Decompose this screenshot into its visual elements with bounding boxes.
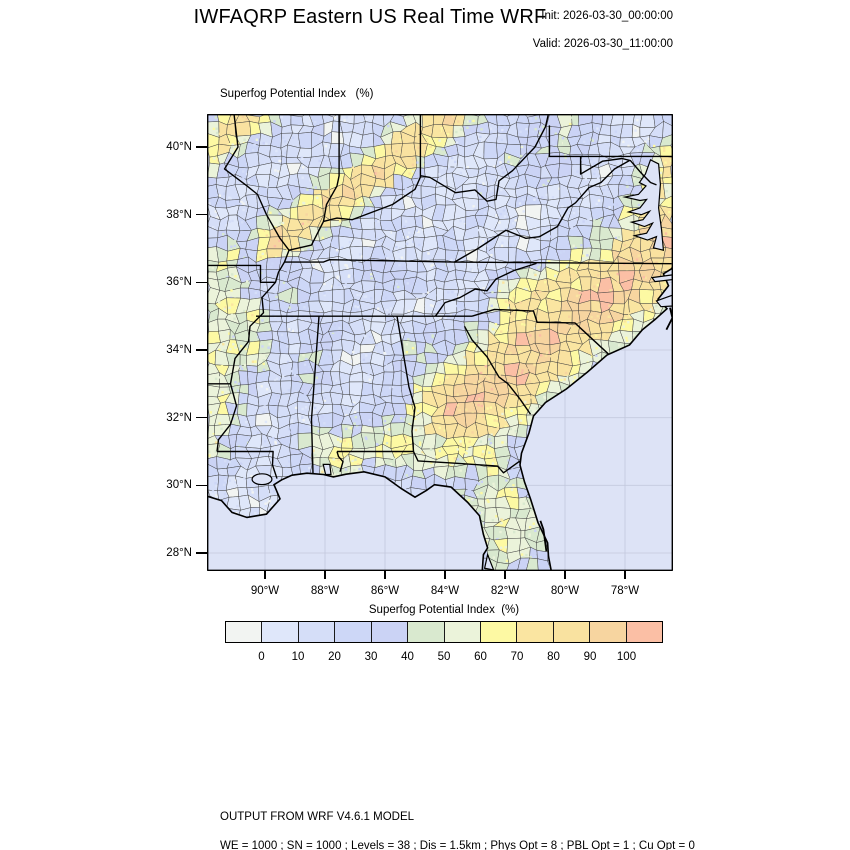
valid-time: Valid: 2026-03-30_11:00:00 [532,38,673,50]
page-title: IWFAQRP Eastern US Real Time WRF [193,6,547,28]
colorbar-tick-label: 20 [328,651,341,663]
model-times [453,9,673,51]
colorbar-tick-label: 90 [583,651,597,663]
lon-tick-label: 88°W [310,585,340,597]
lon-tick-label: 86°W [370,585,400,597]
lon-tick-label: 82°W [490,585,520,597]
colorbar-tick-label: 100 [616,651,637,663]
lon-tickmark [444,571,446,579]
lon-tick-label: 80°W [550,585,580,597]
colorbar-cell [589,622,625,642]
colorbar-cell [261,622,297,642]
colorbar-cell [371,622,407,642]
lon-tickmark [384,571,386,579]
lat-tickmark [196,214,207,216]
colorbar-tick-label: 60 [474,651,487,663]
colorbar-tick-label: 0 [258,651,265,663]
lon-tickmark [624,571,626,579]
lat-tick-label: 36°N [166,276,192,289]
colorbar-cell [626,622,662,642]
lat-tick-label: 30°N [166,479,192,492]
colorbar-cell [480,622,516,642]
lat-tick-label: 28°N [166,547,192,559]
colorbar-cell [334,622,370,642]
lon-tick-label: 78°W [610,585,640,597]
init-time: Init: 2026-03-30_00:00:00 [541,10,673,22]
lon-tickmark [564,571,566,579]
colorbar [225,621,663,643]
field-label: Superfog Potential Index (%) [220,88,374,100]
lat-tickmark [196,552,207,554]
lat-tick-label: 32°N [166,411,192,424]
lat-tickmark [196,417,207,419]
lat-tickmark [196,485,207,487]
lon-tick-label: 84°W [430,585,460,597]
footer-line2: WE = 1000 ; SN = 1000 ; Levels = 38 ; Dis = 1.5km ; Phys Opt = 8 ; PBL Opt = 1 ; Cu Opt = 0 [220,840,695,850]
lat-tick-label: 40°N [166,141,192,153]
lat-tickmark [196,349,207,351]
colorbar-cell [226,622,261,642]
lat-tickmark [196,282,207,284]
lat-tick-label: 38°N [166,208,192,221]
colorbar-tick-label: 40 [401,651,414,663]
colorbar-cell [298,622,334,642]
colorbar-title: Superfog Potential Index (%) [368,604,520,616]
lat-tick-label: 34°N [166,344,192,356]
lon-tick-label: 90°W [250,585,280,597]
colorbar-tick-label: 80 [547,651,560,663]
superfog-map [207,114,673,571]
colorbar-tick-label: 50 [437,651,451,663]
lon-tickmark [324,571,326,579]
colorbar-cell [407,622,443,642]
colorbar-cell [516,622,552,642]
lon-tickmark [504,571,506,579]
footer-line1: OUTPUT FROM WRF V4.6.1 MODEL [220,811,415,823]
colorbar-tick-label: 10 [291,651,305,663]
colorbar-cell [553,622,589,642]
colorbar-tick-label: 70 [510,651,524,663]
lon-tickmark [264,571,266,579]
footer-text [220,810,695,850]
colorbar-cell [444,622,480,642]
lat-tickmark [196,146,207,148]
colorbar-tick-label: 30 [364,651,378,663]
map-area [207,114,673,571]
